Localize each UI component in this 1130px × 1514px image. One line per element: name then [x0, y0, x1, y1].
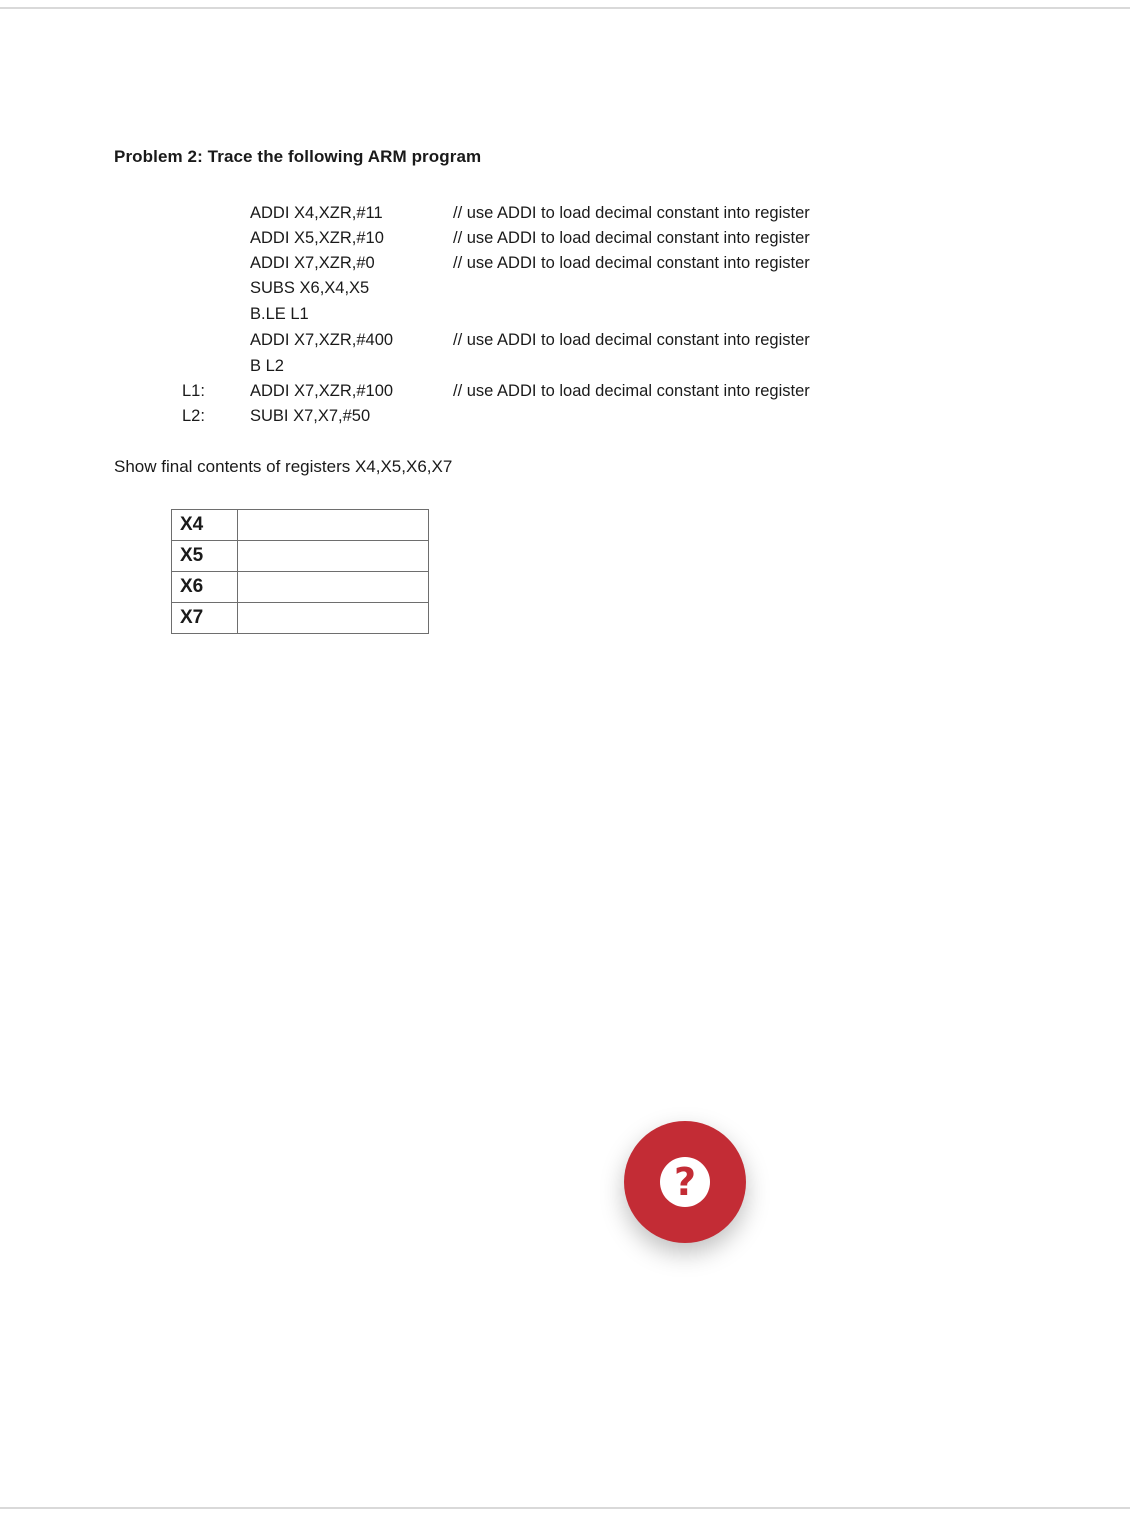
code-comment: // use ADDI to load decimal constant into register — [453, 254, 810, 272]
question-mark-icon: ? — [660, 1157, 710, 1207]
page-top-edge — [0, 7, 1130, 9]
code-instruction: SUBI X7,X7,#50 — [250, 407, 371, 425]
code-instruction: B.LE L1 — [250, 305, 309, 323]
register-name: X7 — [172, 603, 238, 634]
code-instruction: SUBS X6,X4,X5 — [250, 279, 370, 297]
register-name: X6 — [172, 572, 238, 603]
table-row — [172, 603, 429, 634]
code-comment: // use ADDI to load decimal constant into register — [453, 229, 810, 247]
register-value-cell[interactable] — [238, 541, 429, 572]
register-name: X4 — [172, 510, 238, 541]
code-comment: // use ADDI to load decimal constant into register — [453, 331, 810, 349]
help-button[interactable] — [624, 1121, 746, 1243]
table-row — [172, 510, 429, 541]
code-instruction: ADDI X4,XZR,#11 — [250, 204, 383, 222]
page-bottom-edge — [0, 1507, 1130, 1509]
table-row — [172, 572, 429, 603]
code-instruction: ADDI X7,XZR,#400 — [250, 331, 394, 349]
code-label: L2: — [182, 407, 205, 425]
register-table — [171, 509, 429, 634]
register-value-cell[interactable] — [238, 603, 429, 634]
code-instruction: ADDI X7,XZR,#0 — [250, 254, 375, 272]
register-value-cell[interactable] — [238, 510, 429, 541]
table-row — [172, 541, 429, 572]
code-instruction: ADDI X5,XZR,#10 — [250, 229, 384, 247]
code-comment: // use ADDI to load decimal constant into register — [453, 204, 810, 222]
register-value-cell[interactable] — [238, 572, 429, 603]
code-label: L1: — [182, 382, 205, 400]
question-prompt: Show final contents of registers X4,X5,X6,X7 — [114, 457, 453, 476]
code-instruction: ADDI X7,XZR,#100 — [250, 382, 394, 400]
code-comment: // use ADDI to load decimal constant into register — [453, 382, 810, 400]
code-instruction: B L2 — [250, 357, 284, 375]
problem-title: Problem 2: Trace the following ARM program — [114, 147, 482, 166]
register-name: X5 — [172, 541, 238, 572]
